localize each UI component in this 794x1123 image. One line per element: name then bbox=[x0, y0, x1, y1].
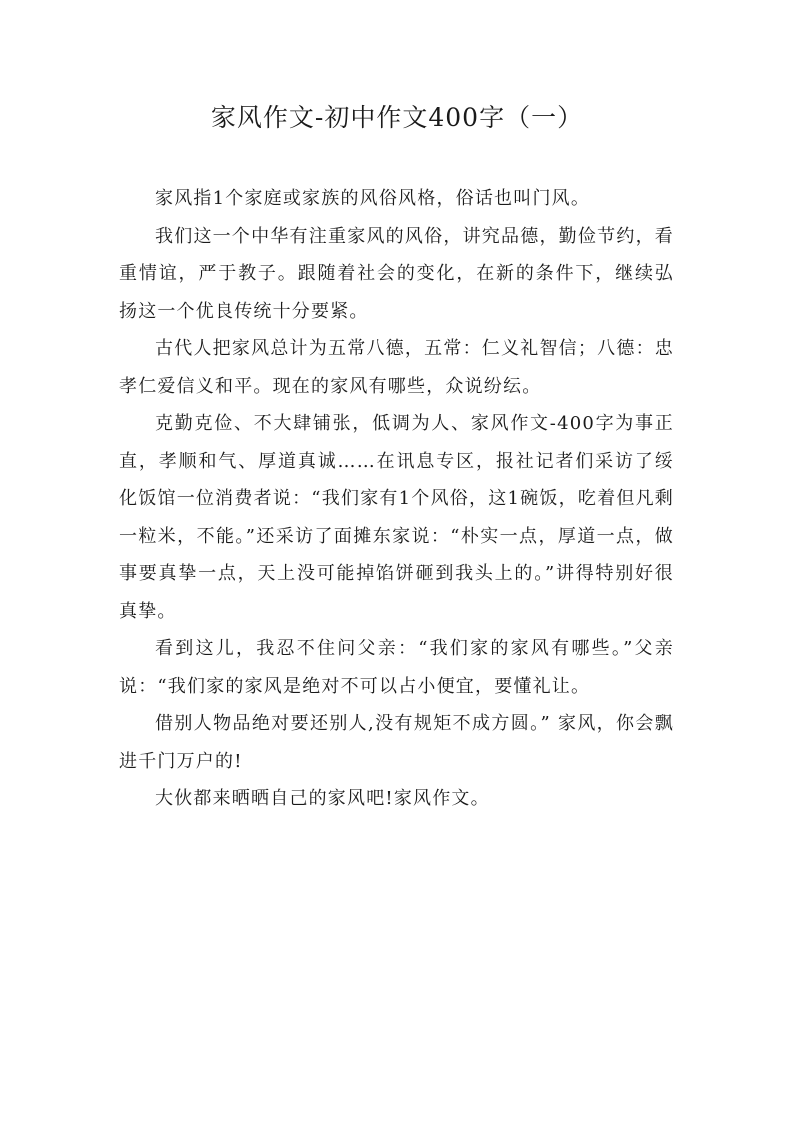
paragraph-7: 大伙都来晒晒自己的家风吧!家风作文。 bbox=[155, 788, 490, 809]
paragraph-4: 克勤克俭、不大肆铺张，低调为人、家风作文-400字为事正直，孝顺和气、厚道真诚……在讯息专区，报社记者们采访了绥化饭馆一位消费者说：“我们家有1个风俗，这1碗饭，吃着但凡剩一粒米，不能。”还采访了面摊东家说：“朴实一点，厚道一点，做事要真挚一点，天上没可能掉馅饼砸到我头上的。”讲得特别好很真挚。 bbox=[119, 413, 674, 622]
paragraph-5: 看到这儿，我忍不住问父亲：“我们家的家风有哪些。”父亲说：“我们家的家风是绝对不可以占小便宜，要懂礼让。 bbox=[119, 638, 674, 697]
paragraph-2: 我们这一个中华有注重家风的风俗，讲究品德，勤俭节约，看重情谊，严于教子。跟随着社会的变化，在新的条件下，继续弘扬这一个优良传统十分要紧。 bbox=[119, 225, 674, 322]
page-title: 家风作文-初中作文400字（一） bbox=[210, 103, 584, 132]
paragraph-3: 古代人把家风总计为五常八德，五常：仁义礼智信；八德：忠孝仁爱信义和平。现在的家风有哪些，众说纷纭。 bbox=[119, 338, 674, 397]
paragraph-1: 家风指1个家庭或家族的风俗风格，俗话也叫门风。 bbox=[155, 188, 591, 209]
essay-body bbox=[119, 180, 674, 818]
paragraph-6: 借别人物品绝对要还别人,没有规矩不成方圆。” 家风，你会飘进千门万户的! bbox=[119, 713, 674, 772]
